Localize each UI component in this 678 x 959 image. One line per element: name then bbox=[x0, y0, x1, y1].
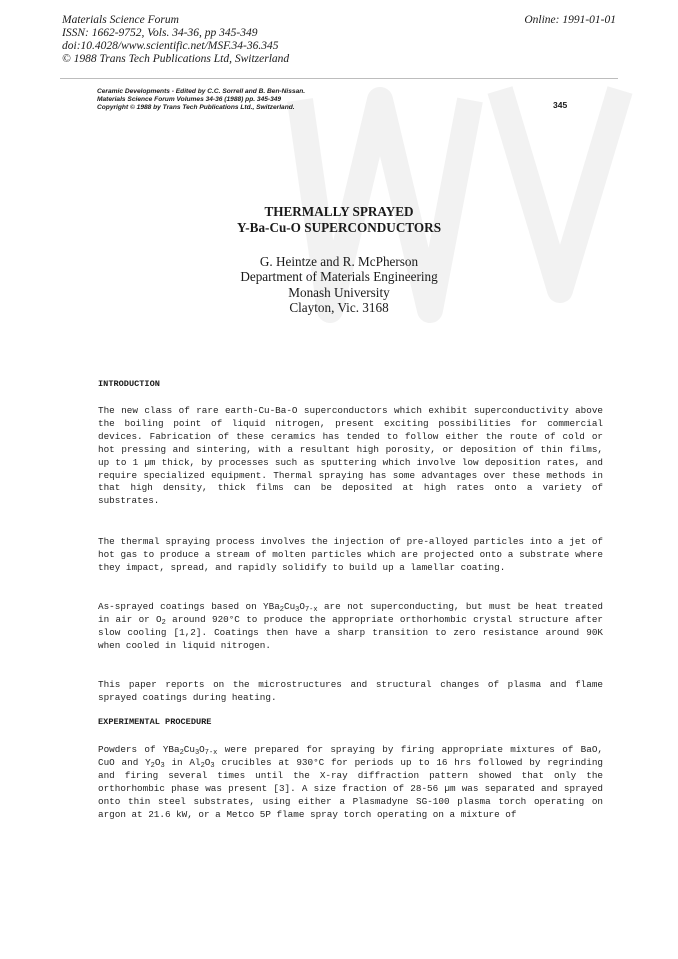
author-names: G. Heintze and R. McPherson bbox=[259, 254, 419, 269]
journal-name: Materials Science Forum bbox=[62, 14, 179, 26]
header-divider bbox=[60, 78, 618, 79]
paragraph-5-text: Powders of $YBa_2Cu_3O_{7-x}$ were prepared for spraying by firing appropriate mixtures of BaO, CuO and $Y_2O_3$ in $Al_2O_3$ crucibles at 930°C for periods up to 16 hrs followed by regrinding and firing several times until the X-ray diffraction pattern showed that only the orthorhombic phase was present [3]. A size fraction of 28-56 µm was separated and sprayed onto thin steel substrates, using either a Plasmadyne SG-100 plasma torch operating on argon at 21.6 kW, or a Metco 5P flame spray torch operating on a mixture of bbox=[98, 744, 604, 820]
online-date: Online: 1991-01-01 bbox=[524, 14, 616, 26]
issn-line: ISSN: 1662-9752, Vols. 34-36, pp 345-349 bbox=[62, 27, 258, 39]
author-address: Clayton, Vic. 3168 bbox=[289, 299, 389, 315]
paragraph-2 bbox=[98, 536, 603, 575]
paragraph-3 bbox=[98, 601, 603, 653]
paragraph-1-text: The new class of rare earth-Cu-Ba-O superconductors which exhibit superconductivity above the boiling point of liquid nitrogen, present exciting possibilities for commercial devices. Fabrication of these ceramics has tended to follow either the route of cold or hot pressing and sintering, with a resultant high porosity, or deposition of thin films, up to 1 µm thick, by processes such as sputtering which involve low deposition rates, and require specialized equipment. Thermal spraying has some advantages over these methods in that high density, thick films can be deposited at high rates onto a variety of substrates. bbox=[98, 405, 603, 507]
paragraph-2-text: The thermal spraying process involves the injection of pre-alloyed particles into a jet of hot gas to produce a stream of molten particles which are projected onto a substrate where they impact, spread, and rapidly solidify to build up a lamellar coating. bbox=[98, 536, 603, 573]
title-line-2: Y-Ba-Cu-O SUPERCONDUCTORS bbox=[236, 219, 442, 235]
paragraph-1 bbox=[98, 405, 603, 508]
section-heading-introduction: INTRODUCTION bbox=[98, 379, 160, 389]
doi-link[interactable]: doi:10.4028/www.scientific.net/MSF.34-36.345 bbox=[62, 40, 279, 52]
page-number: 345 bbox=[553, 100, 568, 110]
paragraph-3-text: As-sprayed coatings based on $YBa_2Cu_3O_{7-x}$ are not superconducting, but must be heat treated in air or $O_2$ around 920°C to produce the appropriate orthorhombic crystal structure after slow cooling [1,2]. Coatings then have a sharp transition to zero resistance around 90K when cooled in liquid nitrogen. bbox=[98, 601, 604, 651]
source-line-2: Materials Science Forum Volumes 34-36 (1988) pp. 345-349 bbox=[97, 95, 282, 103]
copyright-line: © 1988 Trans Tech Publications Ltd, Switzerland bbox=[62, 53, 290, 65]
paragraph-4 bbox=[98, 679, 603, 705]
watermark-graphic bbox=[0, 60, 678, 420]
paper-title bbox=[0, 204, 678, 235]
paragraph-5 bbox=[98, 744, 603, 821]
source-line-3: Copyright © 1988 by Trans Tech Publications Ltd., Switzerland. bbox=[97, 103, 295, 111]
source-line-1: Ceramic Developments - Edited by C.C. Sorrell and B. Ben-Nissan. bbox=[97, 88, 306, 95]
author-department: Department of Materials Engineering bbox=[240, 269, 438, 285]
author-block bbox=[0, 254, 678, 315]
paragraph-4-text: This paper reports on the microstructures and structural changes of plasma and flame sprayed coatings during heating. bbox=[98, 679, 603, 703]
source-citation bbox=[97, 88, 305, 111]
title-line-1: THERMALLY SPRAYED bbox=[264, 204, 414, 219]
section-heading-experimental: EXPERIMENTAL PROCEDURE bbox=[98, 717, 212, 727]
author-university: Monash University bbox=[288, 284, 390, 300]
publication-meta bbox=[62, 14, 616, 66]
